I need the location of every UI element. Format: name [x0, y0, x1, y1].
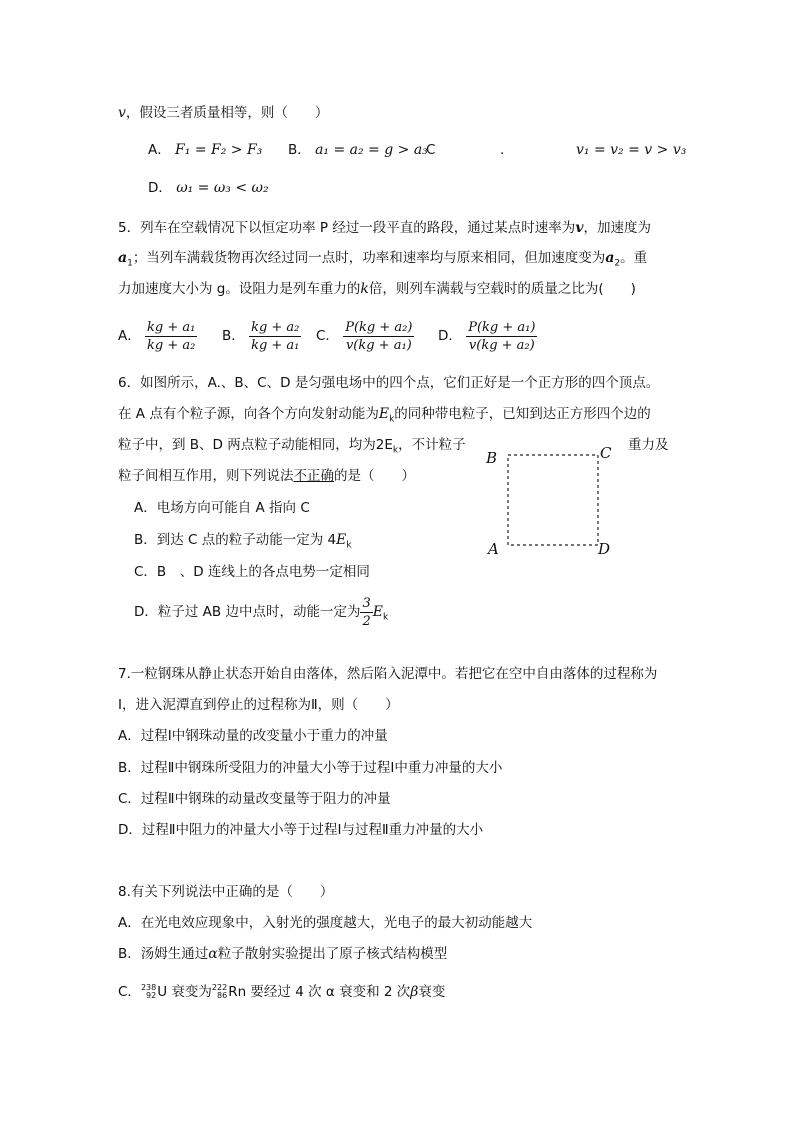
q4-v: v — [118, 105, 126, 121]
q4-stem: v，假设三者质量相等，则（ ） — [118, 105, 329, 121]
vertex-label-d: D — [598, 540, 611, 558]
vertex-label-a: A — [488, 540, 499, 558]
q6-option-a: A．电场方向可能自 A 指向 C — [134, 500, 310, 516]
q6-line3: 粒子中，到 B、D 两点粒子动能相同，均为$2E_k$，不计粒子 — [118, 437, 466, 456]
radon-nuclide-index: 222 86 — [211, 983, 228, 1000]
q7-line1: 7.一粒钢珠从静止状态开始自由落体，然后陷入泥潭中。若把它在空中自由落体的过程称为 — [118, 666, 658, 682]
q5-line1: 5．列车在空载情况下以恒定功率 P 经过一段平直的路段，通过某点时速率为v，加速度为 — [118, 220, 651, 236]
q5-option-c: C． $\frac{\text{P(kg + a₂)}}{\text{v(kg + a₁)}}$ — [316, 319, 413, 353]
q6-option-b: B．到达 C 点的粒子动能一定为 $4E_k$ — [134, 532, 352, 551]
q8-option-c: C． 238 92 U 衰变为 222 86 Rn 要经过 4 次 α 衰变和 2 次β衰变 — [118, 983, 446, 1000]
q7-line2: Ⅰ，进入泥潭直到停止的过程称为Ⅱ，则（ ） — [118, 697, 399, 713]
q6-option-d-fraction: $\frac{3}{2}$ — [362, 595, 371, 629]
q5-option-a: A． $\frac{\text{kg + a₁}}{\text{kg + a₂}}$ — [118, 319, 196, 353]
q4-option-c-math: v₁ = v₂ = v > v₃ — [576, 142, 687, 158]
q6-option-c: C．B 、D 连线上的各点电势一定相同 — [134, 564, 370, 580]
q5-option-d-fraction: $\frac{\text{P(kg + a₁)}}{\text{v(kg + a₂)}}$ — [468, 319, 536, 353]
q7-option-a: A．过程Ⅰ中钢珠动量的改变量小于重力的冲量 — [118, 728, 388, 744]
q5-line3: 力加速度大小为 g。设阻力是列车重力的k倍，则列车满载与空载时的质量之比为( ) — [118, 281, 636, 297]
q4-option-a-math: F₁ = F₂ > F₃ — [175, 142, 263, 158]
q4-option-d-math: ω₁ = ω₃ < ω₂ — [176, 180, 269, 196]
vertex-label-b: B — [486, 449, 498, 467]
q7-option-d: D．过程Ⅱ中阻力的冲量大小等于过程Ⅰ与过程Ⅱ重力冲量的大小 — [118, 822, 484, 838]
square-outline — [508, 455, 598, 545]
q5-option-a-fraction: $\frac{\text{kg + a₁}}{\text{kg + a₂}}$ — [147, 319, 196, 353]
q8-line1: 8.有关下列说法中正确的是（ ） — [118, 884, 334, 900]
q5-line2: $a_1$；当列车满载货物再次经过同一点时，功率和速率均与原来相同，但加速度变为$a_2$。重 — [118, 250, 648, 269]
q5-option-d: D． $\frac{\text{P(kg + a₁)}}{\text{v(kg + a₂)}}$ — [438, 319, 536, 353]
q6-option-d: D．粒子过 AB 边中点时，动能一定为 $\frac{3}{2}$ $E_k$ — [134, 595, 389, 629]
q8-option-a: A．在光电效应现象中，入射光的强度越大，光电子的最大初动能越大 — [118, 915, 533, 931]
q7-option-c: C．过程Ⅱ中钢珠的动量改变量等于阻力的冲量 — [118, 791, 391, 807]
q8-option-b: B．汤姆生通过α粒子散射实验提出了原子核式结构模型 — [118, 946, 448, 962]
q6-square-figure — [480, 438, 620, 562]
q5-option-c-fraction: $\frac{\text{P(kg + a₂)}}{\text{v(kg + a₁)}}$ — [345, 319, 413, 353]
q7-option-b: B．过程Ⅱ中钢珠所受阻力的冲量大小等于过程Ⅰ中重力冲量的大小 — [118, 760, 503, 776]
q6-line2: 在 A 点有个粒子源，向各个方向发射动能为$E_k$的同种带电粒子，已知到达正方形四个边的 — [118, 406, 651, 425]
q4-option-b-math: a₁ = a₂ = g > a₃ — [315, 142, 428, 158]
q6-line4: 粒子间相互作用，则下列说法不正确的是（ ） — [118, 468, 415, 484]
vertex-label-c: C — [600, 444, 612, 462]
q6-line1: 6．如图所示，A.、B、C、D 是匀强电场中的四个点，它们正好是一个正方形的四个顶点。 — [118, 375, 660, 391]
q4-options-row1: A． F₁ = F₂ > F₃ — [148, 142, 263, 158]
q4-option-c-label: C — [426, 142, 436, 158]
q5-option-b-fraction: $\frac{\text{kg + a₂}}{\text{kg + a₁}}$ — [251, 319, 300, 353]
q5-option-b: B． $\frac{\text{kg + a₂}}{\text{kg + a₁}}$ — [222, 319, 300, 353]
uranium-nuclide-index: 238 92 — [140, 983, 157, 1000]
